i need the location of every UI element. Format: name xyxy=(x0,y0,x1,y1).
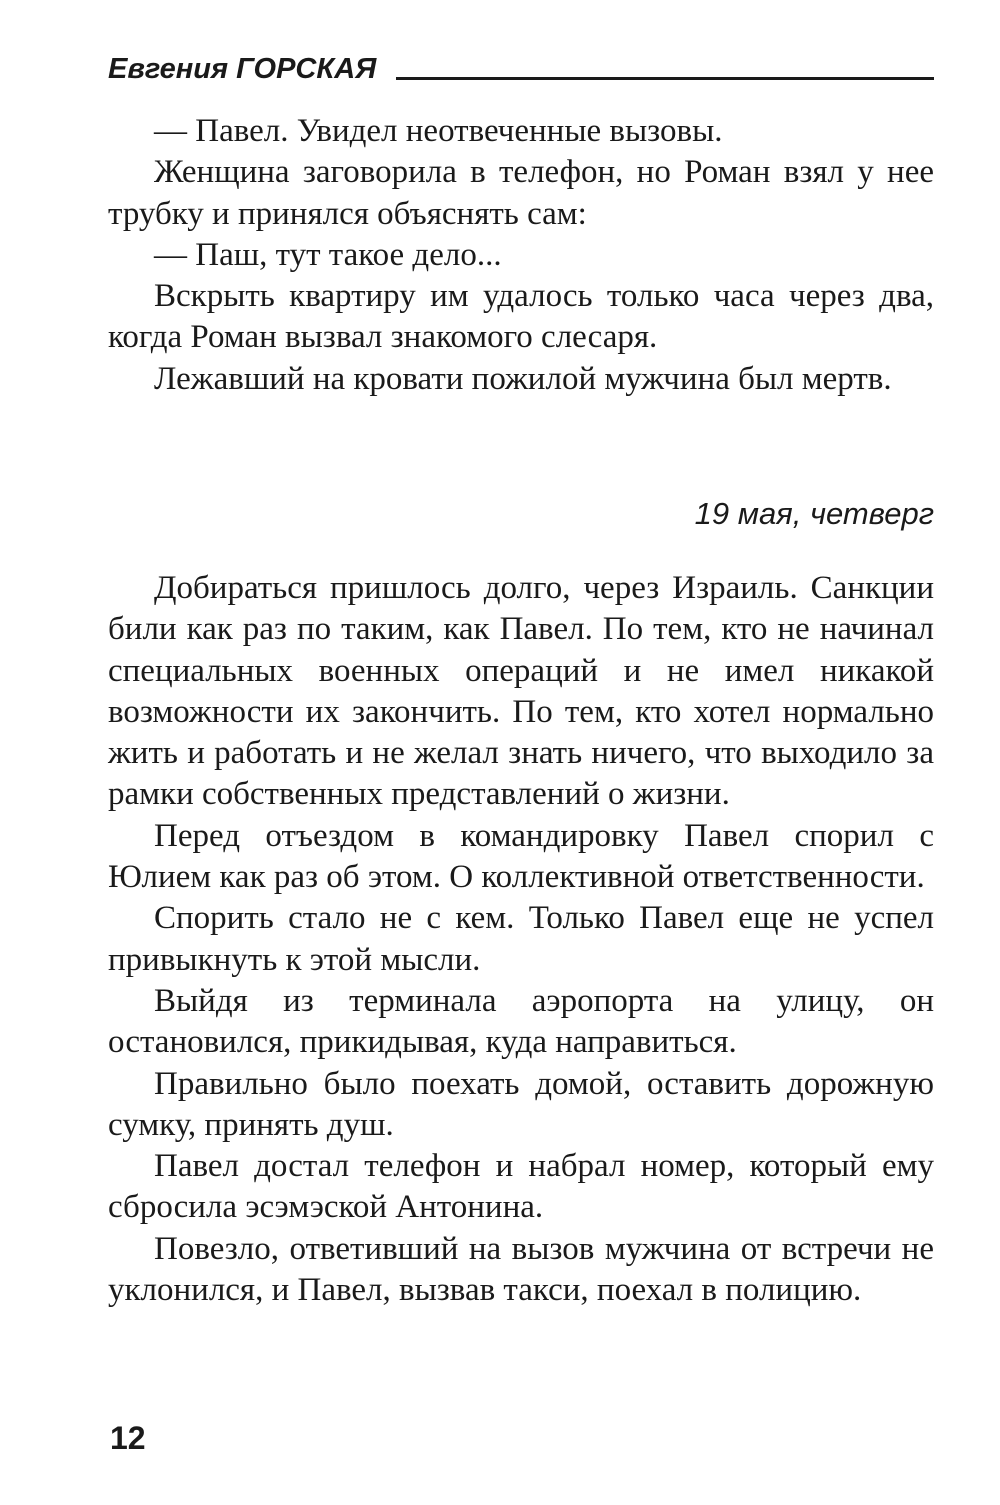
paragraph: Павел достал телефон и набрал номер, который ему сбросила эсэмэской Антонина. xyxy=(108,1148,934,1226)
paragraph: Добираться пришлось долго, через Израиль. Санкции били как раз по таким, как Павел. По тем, кто не начинал специальных военных операций и не имел никакой возможности их закончить. По тем, кто хотел нормально жить и работать и не желал знать ничего, что выходило за рамки собственных представлений о жизни. xyxy=(108,570,934,813)
paragraph: — Паш, тут такое дело... xyxy=(154,236,502,273)
paragraph: Правильно было поехать домой, оставить дорожную сумку, принять душ. xyxy=(108,1065,934,1143)
paragraph: Вскрыть квартиру им удалось только часа через два, когда Роман вызвал знакомого слесаря. xyxy=(108,278,934,356)
section-2-text xyxy=(108,568,934,1311)
running-header xyxy=(108,48,934,84)
paragraph: Лежавший на кровати пожилой мужчина был мертв. xyxy=(154,360,892,397)
paragraph: Выйдя из терминала аэропорта на улицу, он остановился, прикидывая, куда направиться. xyxy=(108,982,934,1061)
paragraph: Спорить стало не с кем. Только Павел еще не успел привыкнуть к этой мысли. xyxy=(108,900,934,978)
page-number: 12 xyxy=(110,1420,146,1456)
paragraph: Повезло, ответивший на вызов мужчина от встречи не уклонился, и Павел, вызвав такси, поехал в полицию. xyxy=(108,1230,934,1309)
section-1-text xyxy=(108,111,934,400)
paragraph: Перед отъездом в командировку Павел спорил с Юлием как раз об этом. О коллективной ответственности. xyxy=(108,817,934,896)
running-header-author: Евгения ГОРСКАЯ xyxy=(108,53,377,85)
section-date-heading: 19 мая, четверг xyxy=(694,496,934,531)
running-header-rule xyxy=(396,77,934,80)
paragraph: — Павел. Увидел неотвеченные вызовы. xyxy=(154,113,723,149)
paragraph: Женщина заговорила в телефон, но Роман взял у нее трубку и принялся объяснять сам: xyxy=(108,154,934,232)
